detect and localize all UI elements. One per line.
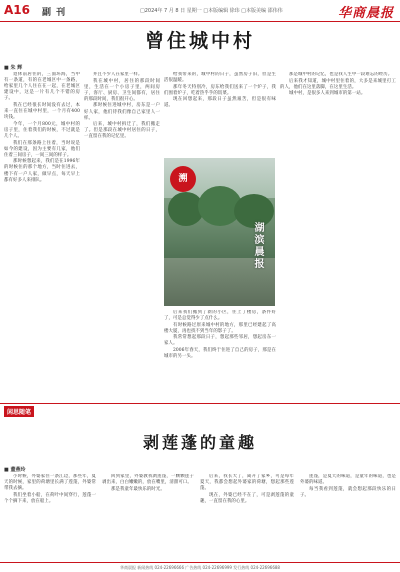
paragraph: 我在城中村，居住的那段时间里，生活在一个小房子里，两间房子，客厅、厨房、卫生间都有，居住的那段时间，我们很开心。: [84, 78, 160, 102]
paragraph: 每当我看到莲蓬，就会想起那段快乐的日子。: [300, 486, 396, 498]
subsection-column-2: [102, 474, 194, 560]
paragraph: 后来我才知道，城中村里住着的，大多是来城里打工的人，他们在这里落脚，在这里生活。: [280, 78, 396, 90]
paragraph: 莲蓬，是夏天的味道，是童年的味道，也是外婆的味道。: [300, 474, 396, 486]
paragraph: 小时候，外婆家住一条江边，那些年，夏天的时候，家里的荷塘里长满了莲蓬，外婆常带我去摘。: [4, 474, 96, 492]
paragraph: 那时候想起来，我们是在1996年的时候住的那个地方，当时住进去，楼下有一户人家，做早点，每天早上都有好多人来排队。: [4, 159, 80, 183]
paragraph: 退休前居住的，三面环海，当中有一条道，有的在老城区中一条路，给家里几个人住在在一起，在老城区建设中，这是一片有几个不错的房子。: [4, 72, 80, 102]
subsection-column-1: [4, 474, 96, 560]
paragraph: 那是我童年最快乐的时光。: [111, 486, 165, 492]
subsection-headline: 剥莲蓬的童趣: [142, 433, 257, 452]
paragraph: 那时候住进城中村，房东是一户好人家，他们待我们像自己家里人一样。: [84, 103, 160, 121]
page-header: [0, 0, 400, 22]
feature-column-2: [84, 72, 160, 400]
paragraph: 那是城中村的记忆，也是我人生中一段难忘的经历。: [289, 72, 393, 77]
paragraph: 2006年春天，我们终于住进了自己的房子，那是在城市的另一头。: [164, 348, 276, 360]
paragraph: 那年冬天特别冷，房东给我们送来了一个炉子，我们围着炉子，吃着热乎乎的饭菜。: [164, 84, 276, 96]
subsection-tag: 闲思随笔: [4, 406, 34, 417]
photo-caption: 湖滨晨报: [252, 222, 263, 270]
paragraph: 我们坐着小船，在荷叶中间穿行，莲蓬一个个摘下来，放在船上。: [4, 492, 96, 504]
paragraph: 城中村，是很多人来到城市的第一站。: [289, 91, 366, 97]
page-footer: 华商晨报 新闻热线 024-22696666 广告热线 024-22696999 发行热线 024-22696688: [0, 562, 400, 572]
feature-column-3: [164, 72, 276, 156]
page-number: A16: [4, 3, 30, 17]
issue-info: □2024年 7 月 8 日 星期一 □本版编辑 徐玮 □本版美编 邵伟伟: [140, 8, 283, 14]
paragraph: 后来，城中村拆迁了，我们搬走了。但是那段在城中村居住的日子，一直留在我的记忆里。: [84, 122, 160, 140]
section-divider: [0, 403, 400, 404]
masthead-logo: 华商晨报: [337, 6, 394, 21]
subsection-column-4: [300, 474, 396, 560]
subsection-column-3: [200, 474, 294, 560]
photo-badge: 溯: [170, 166, 196, 192]
paragraph: 回到家里，外婆教我剥莲蓬，一颗颗莲子剥出来，白白嫩嫩的，放在嘴里，清甜可口。: [102, 474, 194, 486]
paragraph: 后来，我长大了，离开了家乡，可是每年夏天，我都会想起外婆家的荷塘，想起那些莲蓬。: [200, 474, 294, 492]
paragraph: 有时候路过原来城中村的地方，那里已经建起了高楼大厦，再也找不到当年的影子了。: [164, 322, 276, 334]
paragraph: 我们在那条路上住着，当时说是如今的建设，因为主要有几家，他们住着三间房子，一间三间的样子。: [4, 140, 80, 158]
feature-column-4: [164, 310, 276, 400]
paragraph: 现在，外婆已经不在了，可是剥莲蓬的童趣，一直留在我的心里。: [200, 492, 294, 504]
section-name: 副 刊: [42, 8, 67, 18]
feature-column-5: [280, 72, 396, 400]
paragraph: 现在回想起来，那段日子虽然艰苦，但是很有味道。: [164, 97, 276, 109]
paragraph: 今年，一个月800元，城中村的房子里，住着我们的时候，不过就是几个人。: [4, 121, 80, 139]
paragraph: 后来我们搬到了新的小区，住上了楼房，条件好了，可是总觉得少了点什么。: [164, 310, 276, 322]
lakeside-photo: [164, 158, 275, 306]
paragraph: 并且不少人在家里一样。: [93, 72, 143, 77]
feature-headline: 曾住城中村: [144, 30, 255, 52]
paragraph: 我在已经很长时间没有去过，本来一直住在城中村里，一个月有400块钱。: [4, 102, 80, 121]
paragraph: 给我带来的，城中村的日子，虽然房子旧，但是生活很温暖。: [164, 72, 276, 84]
feature-column-1: [4, 72, 80, 400]
paragraph: 我常常想起那段日子，想起那些邻居，想起房东一家人。: [164, 335, 276, 347]
feature-author: ■ 朱 辉: [4, 65, 23, 71]
subsection-author: ■ 董燕玲: [4, 467, 26, 473]
